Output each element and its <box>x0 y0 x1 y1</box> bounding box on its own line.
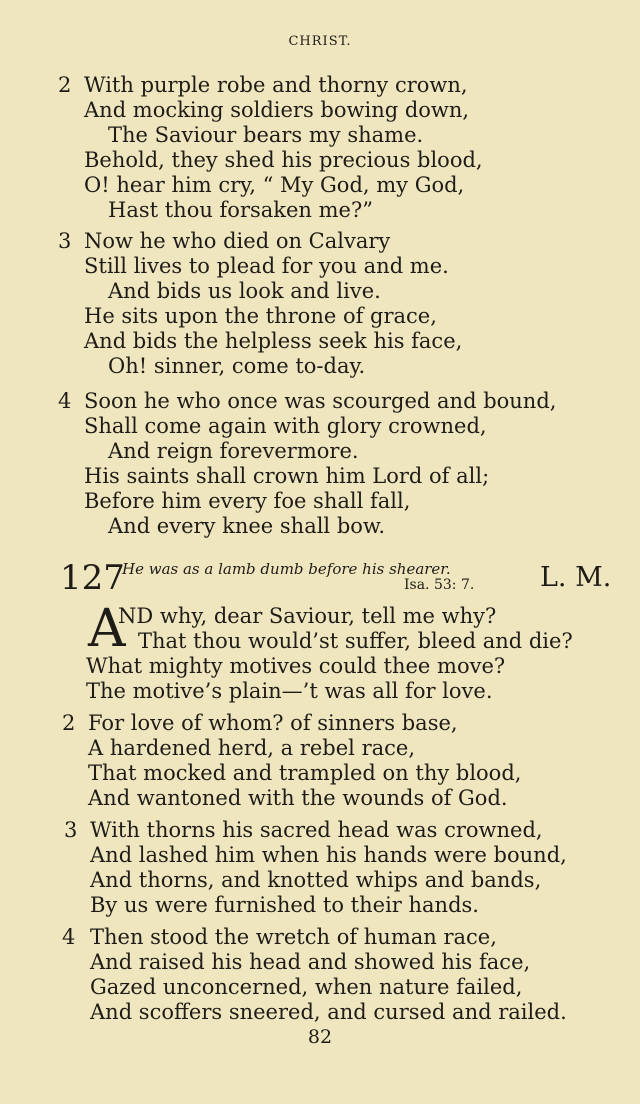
page-header: CHRIST. <box>288 34 352 49</box>
verse-line: Shall come again with glory crowned, <box>84 414 487 438</box>
verse-line: That mocked and trampled on thy blood, <box>88 761 522 785</box>
verse-line: He sits upon the throne of grace, <box>84 304 437 328</box>
verse-line: Oh! sinner, come to-day. <box>108 354 366 378</box>
hymn-127-heading <box>0 560 640 600</box>
stanza-number: 4 <box>62 925 76 949</box>
verse-line: Behold, they shed his precious blood, <box>84 148 483 172</box>
verse-line: And every knee shall bow. <box>108 514 386 538</box>
verse-line: And reign forevermore. <box>108 439 359 463</box>
verse-line: O! hear him cry, “ My God, my God, <box>84 173 465 197</box>
verse-line: ND why, dear Saviour, tell me why? <box>118 604 497 628</box>
stanza-number: 3 <box>64 818 78 842</box>
verse-line: That thou would’st suffer, bleed and die? <box>138 629 573 653</box>
verse-line: His saints shall crown him Lord of all; <box>84 464 490 488</box>
verse-line: And wantoned with the wounds of God. <box>88 786 508 810</box>
stanza-number: 2 <box>62 711 76 735</box>
verse-line: And bids us look and live. <box>108 279 381 303</box>
page-number: 82 <box>307 1026 333 1048</box>
verse-line: Then stood the wretch of human race, <box>90 925 497 949</box>
verse-line: What mighty motives could thee move? <box>86 654 506 678</box>
verse-line: Now he who died on Calvary <box>84 229 391 253</box>
verse-line: Before him every foe shall fall, <box>84 489 411 513</box>
verse-line: A hardened herd, a rebel race, <box>88 736 415 760</box>
hymn-title: He was as a lamb dumb before his shearer. <box>122 560 451 578</box>
verse-line: The Saviour bears my shame. <box>108 123 424 147</box>
stanza-number: 3 <box>58 229 72 253</box>
stanza-number: 4 <box>58 389 72 413</box>
verse-line: And scoffers sneered, and cursed and railed. <box>90 1000 567 1024</box>
verse-line: And bids the helpless seek his face, <box>84 329 463 353</box>
verse-line: And mocking soldiers bowing down, <box>84 98 470 122</box>
drop-cap: A <box>88 599 126 659</box>
verse-line: With thorns his sacred head was crowned, <box>90 818 543 842</box>
verse-line: With purple robe and thorny crown, <box>84 73 468 97</box>
verse-line: Still lives to plead for you and me. <box>84 254 449 278</box>
verse-line: And lashed him when his hands were bound, <box>90 843 567 867</box>
verse-line: And raised his head and showed his face, <box>90 950 531 974</box>
verse-line: For love of whom? of sinners base, <box>88 711 458 735</box>
verse-line: Hast thou forsaken me?” <box>108 198 373 222</box>
scripture-reference: Isa. 53: 7. <box>404 577 475 593</box>
verse-line: And thorns, and knotted whips and bands, <box>90 868 542 892</box>
verse-line: The motive’s plain—’t was all for love. <box>86 679 493 703</box>
hymn-number: 127 <box>60 558 125 598</box>
verse-line: Soon he who once was scourged and bound, <box>84 389 557 413</box>
verse-line: By us were furnished to their hands. <box>90 893 479 917</box>
stanza-number: 2 <box>58 73 72 97</box>
verse-line: Gazed unconcerned, when nature failed, <box>90 975 523 999</box>
hymn-meter: L. M. <box>540 562 612 593</box>
